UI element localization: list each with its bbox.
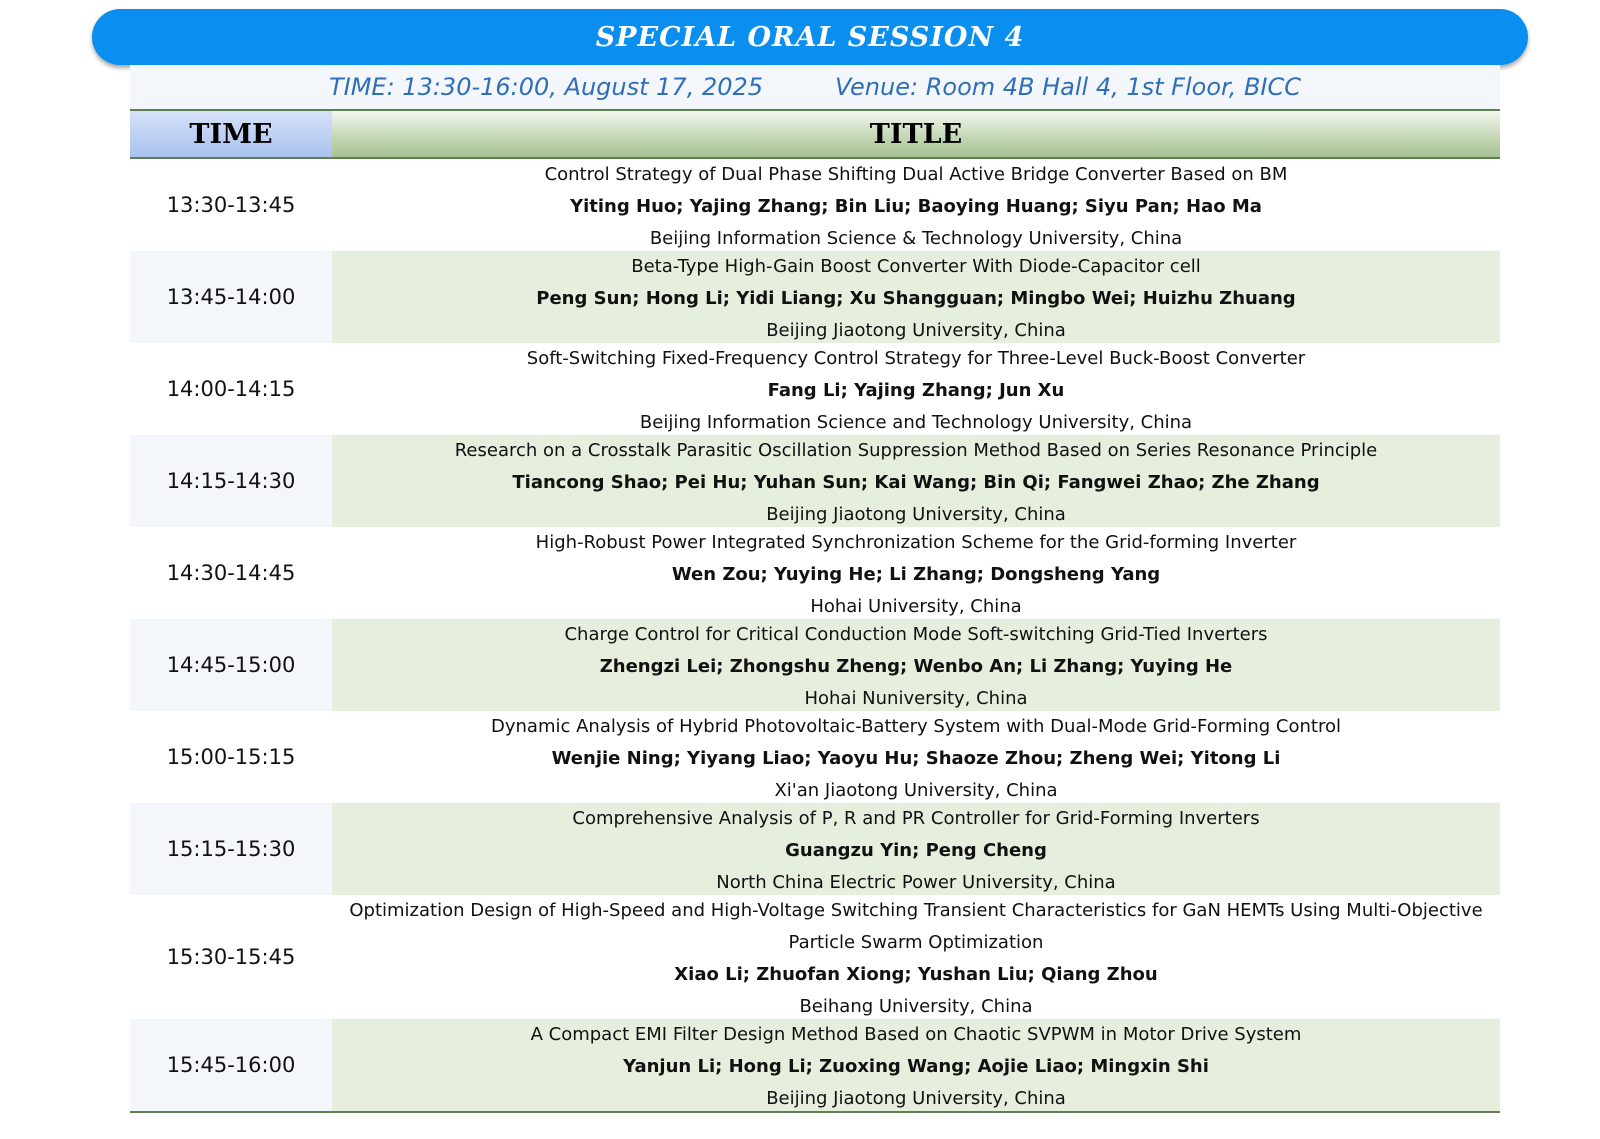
paper-authors: Wenjie Ning; Yiyang Liao; Yaoyu Hu; Shaoze Zhou; Zheng Wei; Yitong Li xyxy=(551,748,1281,769)
paper-affiliation: Beijing Jiaotong University, China xyxy=(766,504,1066,525)
session-banner xyxy=(92,9,1528,65)
header-time-cell xyxy=(130,111,332,157)
paper-cell xyxy=(332,1019,1500,1111)
table-row xyxy=(130,1019,1500,1111)
paper-authors: Yanjun Li; Hong Li; Zuoxing Wang; Aojie Liao; Mingxin Shi xyxy=(623,1056,1209,1077)
table-header xyxy=(130,111,1500,159)
paper-cell xyxy=(332,251,1500,343)
table-row xyxy=(130,435,1500,527)
table-row xyxy=(130,343,1500,435)
paper-authors: Tiancong Shao; Pei Hu; Yuhan Sun; Kai Wang; Bin Qi; Fangwei Zhao; Zhe Zhang xyxy=(512,472,1320,493)
schedule-table xyxy=(130,159,1500,1113)
table-row xyxy=(130,619,1500,711)
paper-affiliation: Hohai University, China xyxy=(810,596,1022,617)
time-slot: 13:45-14:00 xyxy=(130,251,332,343)
paper-affiliation: Xi'an Jiaotong University, China xyxy=(774,780,1058,801)
paper-affiliation: Beijing Information Science & Technology University, China xyxy=(649,228,1183,249)
paper-title: High-Robust Power Integrated Synchronization Scheme for the Grid-forming Inverter xyxy=(535,532,1297,553)
paper-cell xyxy=(332,895,1500,1019)
session-venue: Venue: Room 4B Hall 4, 1st Floor, BICC xyxy=(835,73,1302,101)
paper-title: Optimization Design of High-Speed and High-Voltage Switching Transient Characteristics for GaN HEMTs Using Multi-Objective Particle Swarm Optimization xyxy=(349,900,1483,953)
time-slot: 14:30-14:45 xyxy=(130,527,332,619)
table-row xyxy=(130,527,1500,619)
paper-authors: Xiao Li; Zhuofan Xiong; Yushan Liu; Qiang Zhou xyxy=(674,964,1158,985)
paper-affiliation: Beijing Information Science and Technology University, China xyxy=(639,412,1193,433)
time-slot: 15:30-15:45 xyxy=(130,895,332,1019)
time-slot: 13:30-13:45 xyxy=(130,159,332,251)
paper-cell xyxy=(332,527,1500,619)
table-row xyxy=(130,711,1500,803)
paper-authors: Peng Sun; Hong Li; Yidi Liang; Xu Shangguan; Mingbo Wei; Huizhu Zhuang xyxy=(536,288,1296,309)
header-title-cell xyxy=(332,111,1500,157)
paper-cell xyxy=(332,159,1500,251)
paper-cell xyxy=(332,711,1500,803)
paper-affiliation: Beihang University, China xyxy=(799,996,1033,1017)
paper-affiliation: Beijing Jiaotong University, China xyxy=(766,1088,1066,1109)
table-row xyxy=(130,251,1500,343)
paper-affiliation: Beijing Jiaotong University, China xyxy=(766,320,1066,341)
session-title: SPECIAL ORAL SESSION 4 xyxy=(595,21,1025,53)
time-slot: 15:00-15:15 xyxy=(130,711,332,803)
paper-cell xyxy=(332,343,1500,435)
session-time: TIME: 13:30-16:00, August 17, 2025 xyxy=(328,73,764,101)
paper-title: Control Strategy of Dual Phase Shifting Dual Active Bridge Converter Based on BM xyxy=(544,164,1288,185)
paper-title: Dynamic Analysis of Hybrid Photovoltaic-Battery System with Dual-Mode Grid-Forming Control xyxy=(491,716,1341,737)
session-info-row xyxy=(130,65,1500,111)
paper-title: Comprehensive Analysis of P, R and PR Controller for Grid-Forming Inverters xyxy=(572,808,1260,829)
paper-authors: Guangzu Yin; Peng Cheng xyxy=(785,840,1047,861)
time-slot: 14:00-14:15 xyxy=(130,343,332,435)
paper-authors: Fang Li; Yajing Zhang; Jun Xu xyxy=(767,380,1065,401)
paper-title: A Compact EMI Filter Design Method Based on Chaotic SVPWM in Motor Drive System xyxy=(530,1024,1302,1045)
time-slot: 14:15-14:30 xyxy=(130,435,332,527)
paper-title: Charge Control for Critical Conduction Mode Soft-switching Grid-Tied Inverters xyxy=(564,624,1268,645)
paper-cell xyxy=(332,803,1500,895)
time-slot: 15:45-16:00 xyxy=(130,1019,332,1111)
paper-title: Soft-Switching Fixed-Frequency Control Strategy for Three-Level Buck-Boost Converter xyxy=(526,348,1306,369)
paper-cell xyxy=(332,435,1500,527)
paper-title: Research on a Crosstalk Parasitic Oscillation Suppression Method Based on Series Resonance Principle xyxy=(454,440,1378,461)
table-row xyxy=(130,803,1500,895)
paper-authors: Yiting Huo; Yajing Zhang; Bin Liu; Baoying Huang; Siyu Pan; Hao Ma xyxy=(570,196,1262,217)
paper-authors: Wen Zou; Yuying He; Li Zhang; Dongsheng Yang xyxy=(671,564,1161,585)
header-title-label: TITLE xyxy=(869,118,963,150)
paper-affiliation: Hohai Nuniversity, China xyxy=(804,688,1028,709)
paper-affiliation: North China Electric Power University, China xyxy=(716,872,1116,893)
header-time-label: TIME xyxy=(189,118,273,150)
paper-authors: Zhengzi Lei; Zhongshu Zheng; Wenbo An; Li Zhang; Yuying He xyxy=(599,656,1233,677)
table-row xyxy=(130,159,1500,251)
paper-cell xyxy=(332,619,1500,711)
time-slot: 15:15-15:30 xyxy=(130,803,332,895)
table-row xyxy=(130,895,1500,1019)
time-slot: 14:45-15:00 xyxy=(130,619,332,711)
paper-title: Beta-Type High-Gain Boost Converter With Diode-Capacitor cell xyxy=(631,256,1201,277)
